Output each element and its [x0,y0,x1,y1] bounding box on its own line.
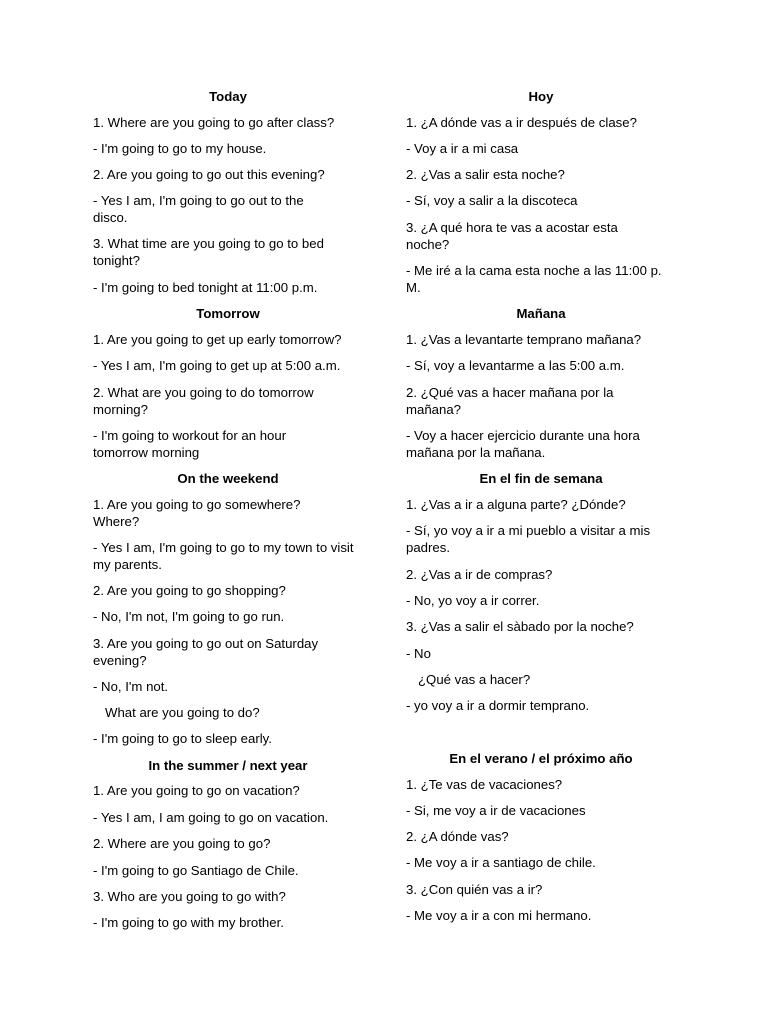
section-heading-summer: In the summer / next year [148,758,308,773]
question-line: 2. ¿Vas a ir de compras? [406,567,553,582]
section-heading-today: Today [209,89,247,104]
section-heading-hoy: Hoy [528,89,554,104]
answer-line: - Sí, voy a levantarme a las 5:00 a.m. [406,358,625,373]
answer-line: - Sí, yo voy a ir a mi pueblo a visitar a mis padres. [406,523,651,555]
question-line: 2. ¿Qué vas a hacer mañana por la mañana? [406,385,614,417]
question-line: 2. Are you going to go out this evening? [93,167,325,182]
answer-line: - I'm going to workout for an hour tomorrow morning [93,428,287,460]
answer-line: - I'm going to go to my house. [93,141,267,156]
answer-line: - No, yo voy a ir correr. [406,593,540,608]
question-line: 1. ¿Te vas de vacaciones? [406,777,563,792]
question-line: 3. Who are you going to go with? [93,889,286,904]
answer-line: - Me iré a la cama esta noche a las 11:00 p. M. [406,263,662,295]
question-line: 1. Are you going to go on vacation? [93,783,300,798]
answer-line: - No, I'm not, I'm going to go run. [93,609,285,624]
question-line: What are you going to do? [105,705,260,720]
answer-line: - No, I'm not. [93,679,169,694]
question-line: 3. ¿Vas a salir el sàbado por la noche? [406,619,634,634]
section-heading-tomorrow: Tomorrow [196,306,260,321]
section-heading-verano: En el verano / el próximo año [449,751,633,766]
question-line: 2. What are you going to do tomorrow morning? [93,385,314,417]
answer-line: - Voy a hacer ejercicio durante una hora mañana por la mañana. [406,428,640,460]
question-line: 2. ¿A dónde vas? [406,829,509,844]
answer-line: - Si, me voy a ir de vacaciones [406,803,586,818]
answer-line: - I'm going to go Santiago de Chile. [93,863,299,878]
question-line: 3. ¿Con quién vas a ir? [406,882,543,897]
answer-line: - Me voy a ir a santiago de chile. [406,855,596,870]
question-line: 1. ¿Vas a levantarte temprano mañana? [406,332,642,347]
answer-line: - I'm going to bed tonight at 11:00 p.m. [93,280,318,295]
answer-line: - Voy a ir a mi casa [406,141,519,156]
section-heading-manana: Mañana [516,306,566,321]
question-line: 3. What time are you going to go to bed tonight? [93,236,324,268]
question-line: 2. Are you going to go shopping? [93,583,286,598]
answer-line: - yo voy a ir a dormir temprano. [406,698,590,713]
question-line: 2. ¿Vas a salir esta noche? [406,167,565,182]
answer-line: - Me voy a ir a con mi hermano. [406,908,592,923]
question-line: ¿Qué vas a hacer? [418,672,531,687]
question-line: 1. Where are you going to go after class? [93,115,335,130]
answer-line: - Yes I am, I am going to go on vacation. [93,810,329,825]
question-line: 1. ¿Vas a ir a alguna parte? ¿Dónde? [406,497,626,512]
question-line: 2. Where are you going to go? [93,836,271,851]
answer-line: - I'm going to go with my brother. [93,915,284,930]
answer-line: - I'm going to go to sleep early. [93,731,272,746]
question-line: 1. Are you going to go somewhere? Where? [93,497,301,529]
section-heading-fin-de-semana: En el fin de semana [479,471,603,486]
question-line: 3. Are you going to go out on Saturday evening? [93,636,319,668]
question-line: 1. Are you going to get up early tomorrow? [93,332,342,347]
answer-line: - Sí, voy a salir a la discoteca [406,193,578,208]
answer-line: - Yes I am, I'm going to get up at 5:00 a.m. [93,358,341,373]
question-line: 1. ¿A dónde vas a ir después de clase? [406,115,637,130]
answer-line: - Yes I am, I'm going to go to my town to visit my parents. [93,540,354,572]
answer-line: - Yes I am, I'm going to go out to the disco. [93,193,304,225]
question-line: 3. ¿A qué hora te vas a acostar esta noche? [406,220,618,252]
answer-line: - No [406,646,431,661]
section-heading-weekend: On the weekend [177,471,279,486]
